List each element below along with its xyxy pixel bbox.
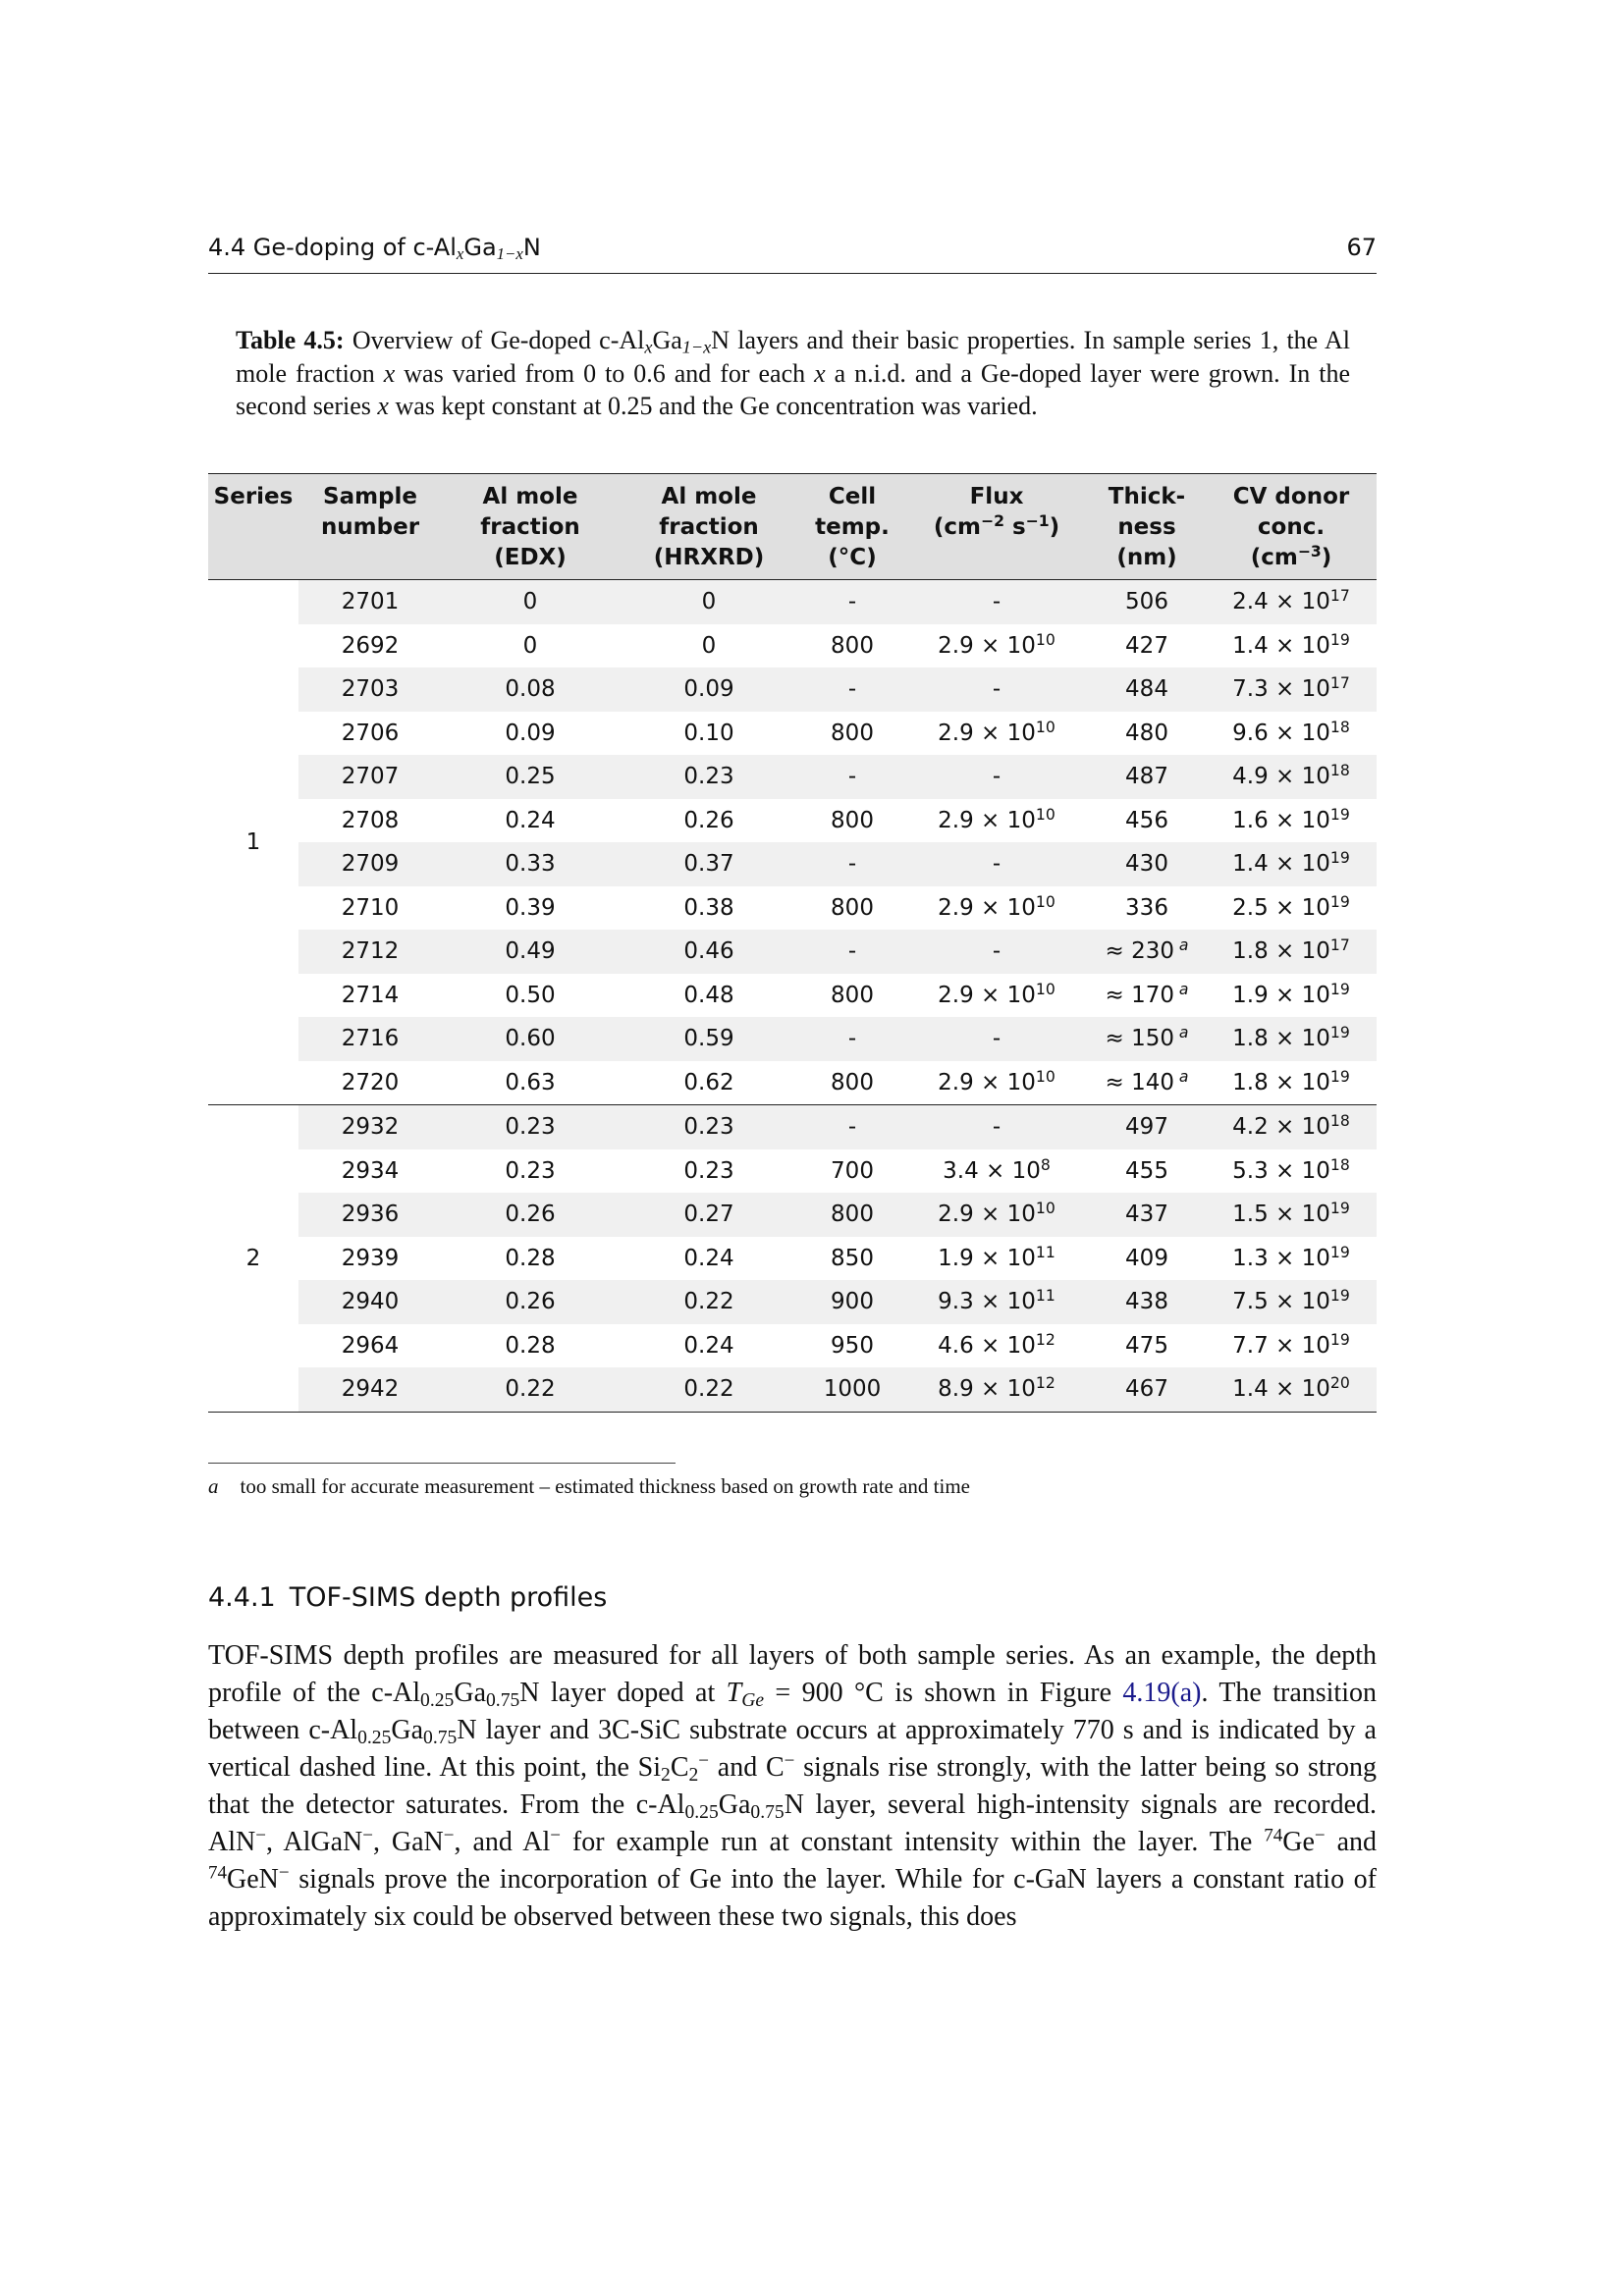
footnote-marker: a (1173, 1066, 1189, 1086)
cv-donor-conc-cell: $2.4 \times 10^{17}$ (1206, 580, 1377, 624)
figure-reference-link[interactable]: 4.19(a) (1122, 1678, 1202, 1708)
sample-number-cell: 2692 (341, 632, 400, 659)
al-fraction-edx-cell: 0.09 (505, 720, 556, 746)
thickness-cell: ≈ 150 $^a$ (1088, 1017, 1206, 1061)
al-fraction-edx-cell: 0.24 (505, 807, 556, 833)
thickness-cell: 336 (1125, 894, 1168, 921)
header-line: Thick- (1108, 484, 1186, 509)
al-fraction-hrxrd-cell: 0.22 (619, 1280, 799, 1324)
section-title: TOF-SIMS depth profiles (289, 1582, 608, 1613)
header-sample-number (298, 474, 442, 580)
al-fraction-hrxrd-cell: 0.24 (683, 1332, 734, 1359)
table-row (208, 1193, 1377, 1237)
cv-donor-conc-cell: $9.6 \times 10^{18}$ (1232, 717, 1350, 746)
table-row (208, 1105, 1377, 1149)
flux-cell: $2.9 \times 10^{10}$ (938, 891, 1056, 921)
header-line: fraction (480, 514, 580, 540)
header-al-fraction-hrxrd (619, 474, 799, 580)
table-row (208, 755, 1377, 799)
al-fraction-edx-cell: 0.60 (442, 1017, 619, 1061)
header-line: Series (213, 484, 294, 509)
al-fraction-edx-cell: 0.25 (442, 755, 619, 799)
footnote-marker: a (1173, 979, 1189, 998)
sample-number-cell: 2701 (298, 580, 442, 624)
cell-temp-cell: - (799, 1105, 905, 1149)
al-fraction-hrxrd-cell: 0.38 (683, 894, 734, 921)
flux-cell: $2.9 \times 10^{10}$ (938, 717, 1056, 746)
sample-number-cell: 2710 (341, 894, 400, 921)
cell-temp-cell: 800 (831, 720, 874, 746)
cv-donor-conc-cell: $1.8 \times 10^{19}$ (1206, 1017, 1377, 1061)
cell-temp-cell: 800 (831, 632, 874, 659)
caption-label: Table 4.5: (236, 326, 345, 354)
page-number: 67 (1346, 234, 1377, 261)
body-paragraph: TOF-SIMS depth profiles are measured for all layers of both sample series. As an example, the depth profile of the $c-Al_{0.25}Ga_{0.75}N$ layer doped at $T_{Ge} = 900$ °C is shown in Figure 4.19(a). The transition between $c-Al_{0.25}Ga_{0.75}N$ layer and 3C-SiC substrate occurs at approximately 770 s and is indicated by a vertical dashed line. At this point, the $Si_2C_2^-$ and C− signals rise strongly, with the latter being so strong that the detector saturates. From the $c-Al_{0.25}Ga_{0.75}N$ layer, several high-intensity signals are recorded. AlN−, AlGaN−, GaN−, and Al− for example run at constant intensity within the layer. The $^{74}$Ge− and $^{74}$GeN− signals prove the incorporation of Ge into the layer. While for c-GaN layers a constant ratio of approximately six could be observed between these two signals, this does (208, 1640, 1378, 1932)
flux-cell: $8.9 \times 10^{12}$ (905, 1367, 1088, 1412)
cv-donor-conc-cell: $4.2 \times 10^{18}$ (1206, 1105, 1377, 1149)
thickness-cell: 506 (1088, 580, 1206, 624)
series-label: 1 (208, 580, 298, 1105)
cv-donor-conc-cell: $1.9 \times 10^{19}$ (1232, 979, 1350, 1008)
al-fraction-hrxrd-cell: 0.48 (683, 982, 734, 1008)
header-line: ($cm^{-2}$ $s^{-1}$) (933, 511, 1060, 540)
cell-temp-cell: - (799, 1017, 905, 1061)
al-fraction-hrxrd-cell: 0.24 (683, 1245, 734, 1271)
series-label: 2 (208, 1105, 298, 1413)
thickness-cell: 430 (1088, 842, 1206, 886)
cv-donor-conc-cell: $5.3 \times 10^{18}$ (1232, 1154, 1350, 1184)
table-row (208, 712, 1377, 756)
table-row (208, 842, 1377, 886)
al-fraction-edx-cell: 0.63 (505, 1069, 556, 1095)
header-line: (EDX) (494, 545, 567, 570)
al-fraction-hrxrd-cell: 0.26 (683, 807, 734, 833)
flux-cell: - (905, 1017, 1088, 1061)
al-fraction-hrxrd-cell: 0 (701, 632, 717, 659)
header-line: Sample (323, 484, 417, 509)
thickness-cell: 409 (1125, 1245, 1168, 1271)
table-row (208, 1061, 1377, 1105)
al-fraction-edx-cell: 0 (442, 580, 619, 624)
cell-temp-cell: 800 (831, 894, 874, 921)
al-fraction-hrxrd-cell: 0.23 (619, 1105, 799, 1149)
data-table (208, 473, 1377, 1413)
al-fraction-hrxrd-cell: 0.10 (683, 720, 734, 746)
header-line: $(cm^{-3})$ (1250, 542, 1332, 570)
header-cell-temp (799, 474, 905, 580)
table-header-row (208, 474, 1377, 580)
thickness-cell: 487 (1088, 755, 1206, 799)
sample-number-cell: 2936 (298, 1193, 442, 1237)
thickness-cell: 480 (1125, 720, 1168, 746)
header-line: (nm) (1116, 545, 1177, 570)
sample-number-cell: 2707 (298, 755, 442, 799)
flux-cell: $4.6 \times 10^{12}$ (938, 1329, 1056, 1359)
table-row (208, 1280, 1377, 1324)
section-number: 4.4.1 (208, 1582, 276, 1613)
running-head (208, 234, 1377, 274)
table-row (208, 886, 1377, 931)
footnote-marker: a (1173, 1023, 1189, 1042)
flux-cell: $2.9 \times 10^{10}$ (938, 979, 1056, 1008)
sample-number-cell: 2939 (341, 1245, 400, 1271)
al-fraction-edx-cell: 0.39 (505, 894, 556, 921)
cv-donor-conc-cell: $1.3 \times 10^{19}$ (1232, 1242, 1350, 1271)
cell-temp-cell: 850 (831, 1245, 874, 1271)
sample-number-cell: 2706 (341, 720, 400, 746)
sample-number-cell: 2720 (341, 1069, 400, 1095)
cell-temp-cell: 900 (799, 1280, 905, 1324)
cv-donor-conc-cell: $1.6 \times 10^{19}$ (1232, 804, 1350, 833)
sample-number-cell: 2716 (298, 1017, 442, 1061)
al-fraction-hrxrd-cell: 0.37 (619, 842, 799, 886)
table-row (208, 624, 1377, 668)
al-fraction-edx-cell: 0.50 (505, 982, 556, 1008)
cell-temp-cell: - (799, 930, 905, 974)
al-fraction-hrxrd-cell: 0 (619, 580, 799, 624)
flux-cell: - (905, 842, 1088, 886)
al-fraction-hrxrd-cell: 0.23 (683, 1157, 734, 1184)
header-line: number (320, 514, 420, 540)
sample-number-cell: 2934 (341, 1157, 400, 1184)
header-line: Al mole (661, 484, 757, 509)
flux-cell: - (905, 930, 1088, 974)
cv-donor-conc-cell: $7.3 \times 10^{17}$ (1206, 667, 1377, 712)
al-fraction-edx-cell: 0.28 (505, 1332, 556, 1359)
header-line: (°C) (828, 545, 877, 570)
sample-number-cell: 2932 (298, 1105, 442, 1149)
flux-cell: - (905, 1105, 1088, 1149)
footnote-mark: a (208, 1474, 219, 1498)
al-fraction-edx-cell: 0.23 (505, 1157, 556, 1184)
cv-donor-conc-cell: $1.8 \times 10^{17}$ (1206, 930, 1377, 974)
cell-temp-cell: - (799, 842, 905, 886)
thickness-cell: 437 (1088, 1193, 1206, 1237)
al-fraction-hrxrd-cell: 0.59 (619, 1017, 799, 1061)
al-fraction-edx-cell: 0.26 (442, 1280, 619, 1324)
thickness-cell: 467 (1088, 1367, 1206, 1412)
thickness-cell: 456 (1125, 807, 1168, 833)
cv-donor-conc-cell: $7.5 \times 10^{19}$ (1206, 1280, 1377, 1324)
flux-cell: $2.9 \times 10^{10}$ (938, 804, 1056, 833)
flux-cell: $1.9 \times 10^{11}$ (938, 1242, 1056, 1271)
table-row (208, 1324, 1377, 1368)
al-fraction-edx-cell: 0 (522, 632, 538, 659)
section-heading (208, 1582, 607, 1613)
header-line: fraction (659, 514, 759, 540)
flux-cell: $2.9 \times 10^{10}$ (938, 1066, 1056, 1095)
table-row (208, 1237, 1377, 1281)
sample-number-cell: 2714 (341, 982, 400, 1008)
footnote (208, 1474, 970, 1499)
al-fraction-edx-cell: 0.23 (442, 1105, 619, 1149)
header-al-fraction-edx (442, 474, 619, 580)
cell-temp-cell: - (799, 580, 905, 624)
al-fraction-edx-cell: 0.22 (442, 1367, 619, 1412)
al-fraction-edx-cell: 0.26 (442, 1193, 619, 1237)
sample-number-cell: 2708 (341, 807, 400, 833)
cell-temp-cell: 800 (831, 982, 874, 1008)
table-row (208, 1149, 1377, 1194)
header-cv-donor-conc (1206, 474, 1377, 580)
header-line: conc. (1257, 514, 1326, 540)
header-line: CV donor (1232, 484, 1350, 509)
al-fraction-hrxrd-cell: 0.62 (683, 1069, 734, 1095)
flux-cell: $2.9 \times 10^{10}$ (938, 629, 1056, 659)
footnote-marker: a (1173, 935, 1189, 955)
cell-temp-cell: 800 (799, 1193, 905, 1237)
header-series (208, 474, 298, 580)
sample-number-cell: 2703 (298, 667, 442, 712)
al-fraction-edx-cell: 0.33 (442, 842, 619, 886)
cell-temp-cell: - (799, 667, 905, 712)
section-label: 4.4 Ge-doping of $c-Al_xGa_{1-x}N$ (208, 234, 541, 264)
header-line: Al mole (482, 484, 578, 509)
sample-number-cell: 2942 (298, 1367, 442, 1412)
cv-donor-conc-cell: $1.4 \times 10^{19}$ (1232, 629, 1350, 659)
thickness-cell: 484 (1088, 667, 1206, 712)
table-row (208, 667, 1377, 712)
al-fraction-hrxrd-cell: 0.23 (619, 755, 799, 799)
al-fraction-edx-cell: 0.28 (505, 1245, 556, 1271)
cv-donor-conc-cell: $1.4 \times 10^{19}$ (1206, 842, 1377, 886)
table-row (208, 930, 1377, 974)
cell-temp-cell: 800 (831, 1069, 874, 1095)
table-row (208, 1367, 1377, 1412)
sample-number-cell: 2712 (298, 930, 442, 974)
al-fraction-hrxrd-cell: 0.46 (619, 930, 799, 974)
table-body (208, 580, 1377, 1413)
table-caption: Table 4.5: Overview of Ge-doped $c-Al_xGa_{1-x}N$ layers and their basic properties. In sample series 1, the Al mole fraction x was varied from 0 to 0.6 and for each x a n.i.d. and a Ge-doped layer were grown. In the second series x was kept constant at 0.25 and the Ge concentration was varied. (236, 326, 1351, 420)
sample-number-cell: 2964 (341, 1332, 400, 1359)
header-line: Cell (828, 484, 877, 509)
flux-cell: - (905, 755, 1088, 799)
footnote-text: too small for accurate measurement – estimated thickness based on growth rate and time (240, 1474, 971, 1498)
thickness-cell: 497 (1088, 1105, 1206, 1149)
cell-temp-cell: 700 (831, 1157, 874, 1184)
cell-temp-cell: 1000 (799, 1367, 905, 1412)
flux-cell: - (905, 580, 1088, 624)
header-line: (HRXRD) (653, 545, 765, 570)
cell-temp-cell: 800 (831, 807, 874, 833)
header-line: Flux (969, 484, 1024, 509)
thickness-cell: 438 (1088, 1280, 1206, 1324)
cv-donor-conc-cell: $7.7 \times 10^{19}$ (1232, 1329, 1350, 1359)
table-row (208, 799, 1377, 843)
table-row (208, 580, 1377, 624)
thickness-cell: ≈ 230 $^a$ (1088, 930, 1206, 974)
header-line: ness (1117, 514, 1176, 540)
header-line: temp. (815, 514, 890, 540)
cv-donor-conc-cell: $2.5 \times 10^{19}$ (1232, 891, 1350, 921)
cell-temp-cell: 950 (831, 1332, 874, 1359)
header-flux (905, 474, 1088, 580)
cv-donor-conc-cell: $1.8 \times 10^{19}$ (1232, 1066, 1350, 1095)
flux-cell: - (905, 667, 1088, 712)
flux-cell: $9.3 \times 10^{11}$ (905, 1280, 1088, 1324)
footnote-rule (208, 1463, 676, 1464)
al-fraction-edx-cell: 0.08 (442, 667, 619, 712)
thickness-cell: 475 (1125, 1332, 1168, 1359)
al-fraction-hrxrd-cell: 0.27 (619, 1193, 799, 1237)
cv-donor-conc-cell: $1.5 \times 10^{19}$ (1206, 1193, 1377, 1237)
thickness-cell: 455 (1125, 1157, 1168, 1184)
flux-cell: $3.4 \times 10^8$ (943, 1154, 1051, 1184)
cell-temp-cell: - (799, 755, 905, 799)
flux-cell: $2.9 \times 10^{10}$ (905, 1193, 1088, 1237)
cv-donor-conc-cell: $4.9 \times 10^{18}$ (1206, 755, 1377, 799)
al-fraction-hrxrd-cell: 0.09 (619, 667, 799, 712)
sample-number-cell: 2940 (298, 1280, 442, 1324)
sample-number-cell: 2709 (298, 842, 442, 886)
thickness-cell: ≈ 140 $^a$ (1105, 1066, 1189, 1095)
thickness-cell: ≈ 170 $^a$ (1105, 979, 1189, 1008)
al-fraction-hrxrd-cell: 0.22 (619, 1367, 799, 1412)
thickness-cell: 427 (1125, 632, 1168, 659)
cv-donor-conc-cell: $1.4 \times 10^{20}$ (1206, 1367, 1377, 1412)
al-fraction-edx-cell: 0.49 (442, 930, 619, 974)
table-row (208, 974, 1377, 1018)
header-thickness (1088, 474, 1206, 580)
table-row (208, 1017, 1377, 1061)
